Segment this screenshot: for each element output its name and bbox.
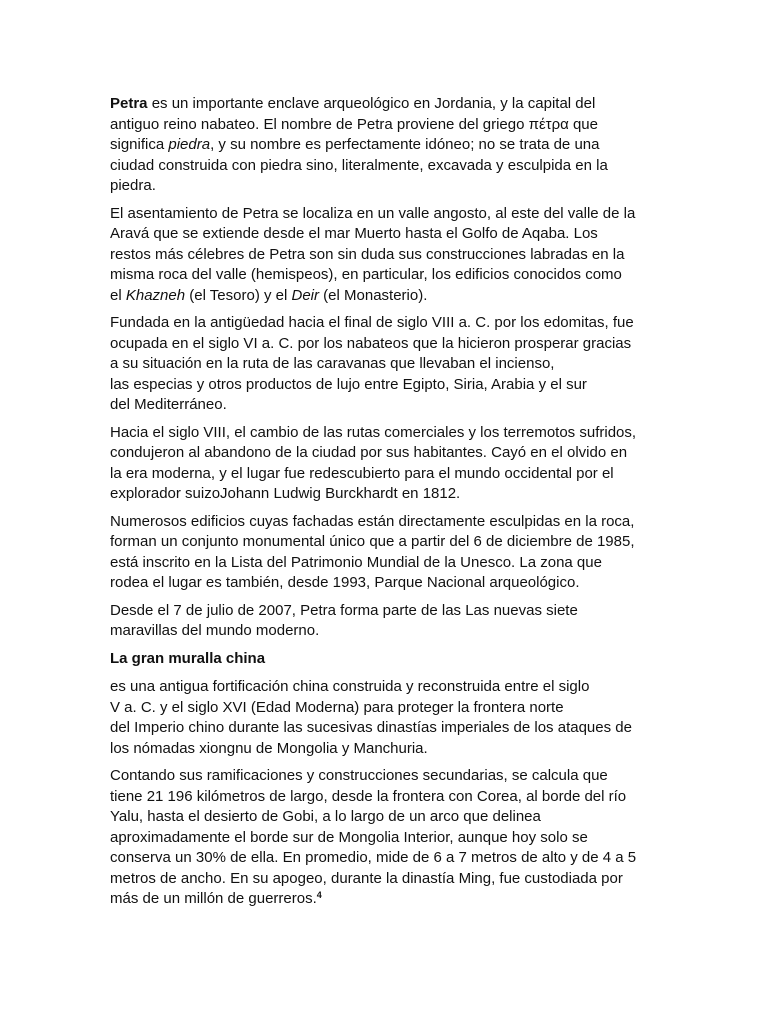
paragraph-petra-location [110,204,658,307]
text-line: ocupada en el siglo VI a. C. por los nabateos que la hicieron prosperar gracias [110,334,632,352]
text-line: condujeron al abandono de la ciudad por sus habitantes. Cayó en el olvido en [110,444,628,461]
bold-term: Petra [110,95,148,112]
paragraph-petra-decline [110,423,658,505]
text-line: el Khazneh (el Tesoro) y el Deir (el Monasterio). [110,286,428,304]
paragraph-petra-heritage [110,512,658,594]
text-line: Hacia el siglo VIII, el cambio de las rutas comerciales y los terremotos sufridos, [110,423,637,441]
paragraph-petra-intro [110,94,658,197]
text-line: del Mediterráneo. [110,396,227,413]
text-line: Numerosos edificios cuyas fachadas están directamente esculpidas en la roca, [110,512,635,530]
text-line: misma roca del valle (hemispeos), en particular, los edificios conocidos como [110,266,622,283]
text-line: más de un millón de guerreros.$^4$ [110,890,322,907]
text-line: restos más célebres de Petra son sin duda sus construcciones labradas en la [110,245,625,263]
text-line: V a. C. y el siglo XVI (Edad Moderna) para proteger la frontera norte [110,698,564,716]
text-line: maravillas del mundo moderno. [110,622,320,639]
text-line: rodea el lugar es también, desde 1993, Parque Nacional arqueológico. [110,574,580,591]
text-line: Yalu, hasta el desierto de Gobi, a lo largo de un arco que delinea [110,808,541,825]
footnote-marker[interactable]: 4 [316,890,322,900]
text-line: la era moderna, y el lugar fue redescubierto para el mundo occidental por el [110,464,614,482]
text-line: explorador suizoJohann Ludwig Burckhardt en 1812. [110,485,461,502]
text-line: metros de ancho. En su apogeo, durante la dinastía Ming, fue custodiada por [110,869,623,887]
text-line: El asentamiento de Petra se localiza en un valle angosto, al este del valle de la [110,204,636,222]
text-line: tiene 21 196 kilómetros de largo, desde la frontera con Corea, al borde del río [110,787,627,805]
text-line: del Imperio chino durante las sucesivas dinastías imperiales de los ataques de [110,719,632,736]
text-line: conserva un 30% de ella. En promedio, mide de 6 a 7 metros de alto y de 4 a 5 [110,849,637,866]
text-line: significa piedra, y su nombre es perfectamente idóneo; no se trata de una [110,136,600,153]
text-line: Petra es un importante enclave arqueológico en Jordania, y la capital del [110,95,596,112]
paragraph-petra-history [110,313,658,416]
text-line: forman un conjunto monumental único que a partir del 6 de diciembre de 1985, [110,533,635,550]
text-line: ciudad construida con piedra sino, literalmente, excavada y esculpida en la [110,156,608,174]
text-line: es una antigua fortificación china construida y reconstruida entre el siglo [110,678,590,695]
text-line: Contando sus ramificaciones y construcciones secundarias, se calcula que [110,767,608,784]
text-line: piedra. [110,177,156,194]
text-line: las especias y otros productos de lujo entre Egipto, Siria, Arabia y el sur [110,375,587,393]
text-line: Fundada en la antigüedad hacia el final de siglo VIII a. C. por los edomitas, fue [110,314,634,331]
text-line: los nómadas xiongnu de Mongolia y Manchuria. [110,739,428,757]
text-line: aproximadamente el borde sur de Mongolia Interior, aunque hoy solo se [110,828,588,846]
text-line: Desde el 7 de julio de 2007, Petra forma parte de las Las nuevas siete [110,601,578,619]
paragraph-petra-wonders [110,601,658,642]
paragraph-wall-intro [110,677,658,759]
text-line: Aravá que se extiende desde el mar Muerto hasta el Golfo de Aqaba. Los [110,225,598,242]
section-heading: La gran muralla china [110,649,266,667]
text-line: antiguo reino nabateo. El nombre de Petra proviene del griego πέτρα que [110,115,598,133]
italic-term: Deir [291,286,320,304]
italic-term: Khazneh [125,286,186,304]
paragraph-wall-length [110,766,658,910]
text-line: está inscrito en la Lista del Patrimonio Mundial de la Unesco. La zona que [110,553,602,571]
italic-term: piedra [168,136,211,153]
text-line: a su situación en la ruta de las caravanas que llevaban el incienso, [110,355,555,372]
